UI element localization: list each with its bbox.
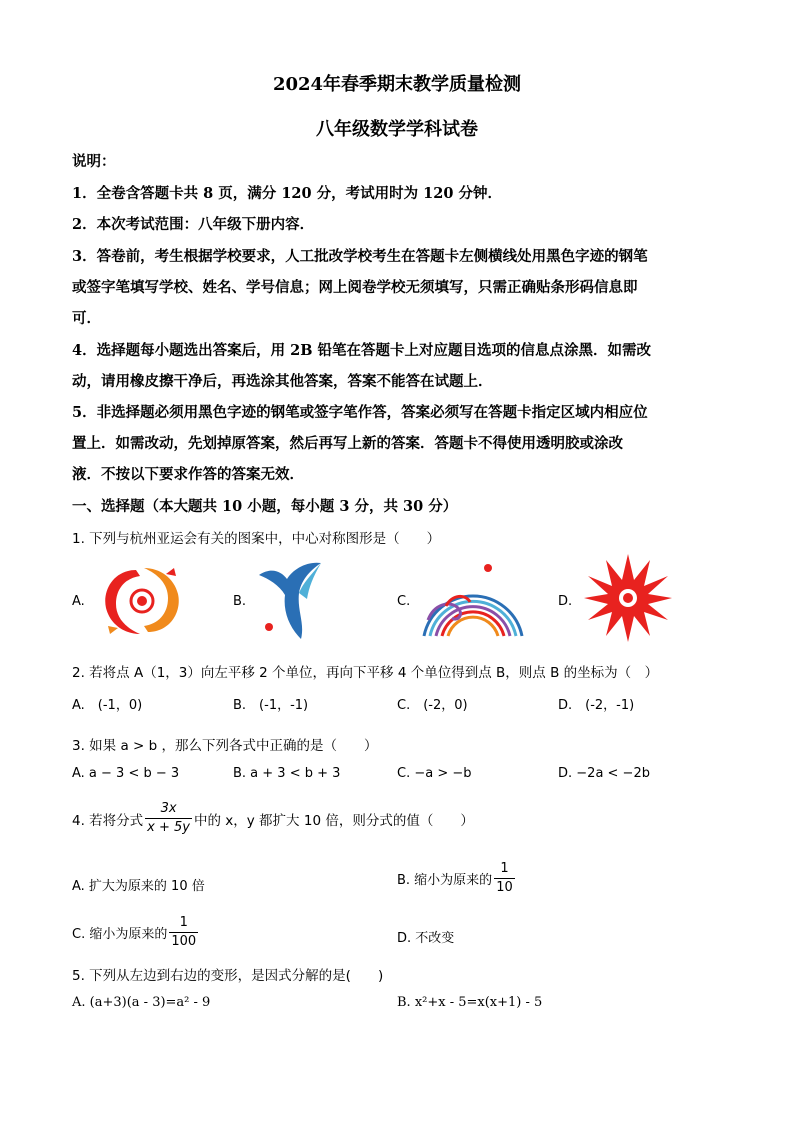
q4-option-c xyxy=(72,914,200,951)
notes-heading: 说明： xyxy=(72,153,116,170)
q1-option-b-label: B. xyxy=(233,594,247,609)
section-heading: 一、选择题（本大题共 10 小题，每小题 3 分，共 30 分） xyxy=(72,498,458,515)
dragon-swirl-logo-icon xyxy=(96,560,188,642)
question-4-stem xyxy=(72,800,474,837)
note-line-5b: 置上．如需改动，先划掉原答案，然后再写上新的答案．答题卡不得使用透明胶或涂改 xyxy=(72,435,623,452)
q3-option-d: D. −2a < −2b xyxy=(558,766,650,781)
sun-burst-logo-icon xyxy=(582,553,674,643)
note-line-5c: 液．不按以下要求作答的答案无效． xyxy=(72,466,304,483)
note-line-3a: 3．答卷前，考生根据学校要求，人工批改学校考生在答题卡左侧横线处用黑色字迹的钢笔 xyxy=(72,248,648,265)
q4-fraction-denominator: x + 5y xyxy=(147,820,190,835)
q2-option-c: C. (-2，0) xyxy=(397,698,468,713)
note-line-5a: 5．非选择题必须用黑色字迹的钢笔或签字笔作答，答案必须写在答题卡指定区域内相应位 xyxy=(72,404,648,421)
q3-option-a: A. a − 3 < b − 3 xyxy=(72,766,180,781)
note-line-1: 1．全卷含答题卡共 8 页，满分 120 分，考试用时为 120 分钟． xyxy=(72,185,502,202)
q4-option-c-fraction xyxy=(169,914,198,951)
q4-option-b-denominator: 10 xyxy=(496,880,513,895)
q5-option-b: B. x²+x - 5=x(x+1) - 5 xyxy=(397,995,543,1010)
q4-option-c-denominator: 100 xyxy=(171,934,197,949)
exam-title: 2024年春季期末教学质量检测 xyxy=(272,74,522,95)
note-line-4b: 动，请用橡皮擦干净后，再选涂其他答案，答案不能答在试题上． xyxy=(72,373,493,390)
q4-option-b-text: B. 缩小为原来的 xyxy=(397,873,493,888)
q2-option-a: A. (-1，0) xyxy=(72,698,143,713)
question-5-stem: 5. 下列从左边到右边的变形，是因式分解的是( ) xyxy=(72,968,384,984)
q4-prefix: 4. 若将分式 xyxy=(72,812,144,829)
q3-option-b: B. a + 3 < b + 3 xyxy=(233,766,341,781)
exam-subtitle: 八年级数学学科试卷 xyxy=(316,119,478,140)
question-1-stem: 1. 下列与杭州亚运会有关的图案中，中心对称图形是（ ） xyxy=(72,531,441,547)
q4-option-c-text: C. 缩小为原来的 xyxy=(72,927,168,942)
q4-option-b xyxy=(397,860,517,897)
q4-option-c-numerator: 1 xyxy=(169,914,198,933)
question-3-stem: 3. 如果 a > b ，那么下列各式中正确的是（ ） xyxy=(72,738,378,754)
note-line-3b: 或签字笔填写学校、姓名、学号信息；网上阅卷学校无须填写，只需正确贴条形码信息即 xyxy=(72,279,638,296)
q4-fraction xyxy=(145,800,192,837)
q4-fraction-numerator: 3x xyxy=(145,800,192,819)
note-line-3c: 可． xyxy=(72,310,101,327)
q4-suffix: 中的 x，y 都扩大 10 倍，则分式的值（ ） xyxy=(194,812,474,829)
rainbow-bridge-logo-icon xyxy=(418,560,528,642)
note-line-4a: 4．选择题每小题选出答案后，用 2B 铅笔在答题卡上对应题目选项的信息点涂黑．如需改 xyxy=(72,342,652,359)
note-line-2: 2．本次考试范围：八年级下册内容． xyxy=(72,216,315,233)
q4-option-b-fraction xyxy=(494,860,515,897)
q4-option-b-numerator: 1 xyxy=(494,860,515,879)
question-2-stem: 2. 若将点 A（1，3）向左平移 2 个单位，再向下平移 4 个单位得到点 B，则点 B 的坐标为（ ） xyxy=(72,665,659,681)
whale-tail-logo-icon xyxy=(255,553,325,643)
q3-option-c: C. −a > −b xyxy=(397,766,472,781)
q4-option-d: D. 不改变 xyxy=(397,931,455,946)
q2-option-b: B. (-1，-1) xyxy=(233,698,309,713)
q1-option-d-label: D. xyxy=(558,594,573,609)
q1-option-a-label: A. xyxy=(72,594,85,609)
q2-option-d: D. (-2，-1) xyxy=(558,698,635,713)
q1-option-c-label: C. xyxy=(397,594,411,609)
q5-option-a: A. (a+3)(a - 3)=a² - 9 xyxy=(72,995,211,1010)
q4-option-a: A. 扩大为原来的 10 倍 xyxy=(72,879,205,894)
